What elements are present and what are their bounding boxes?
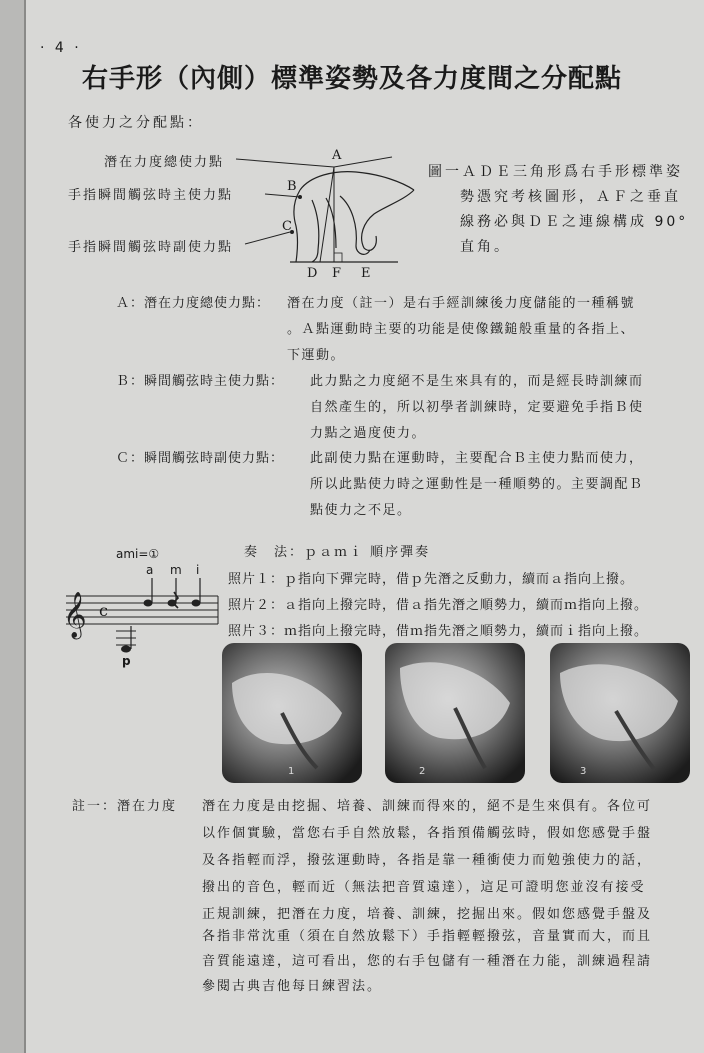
section-subtitle: 各使力之分配點：	[68, 115, 204, 131]
footnote-line: 潛在力度是由挖掘、培養、訓練而得來的，絕不是生來俱有。各位可	[202, 799, 653, 814]
diagram-letter-a: A	[332, 148, 342, 163]
point-c-label: Ｃ：瞬間觸弦時副使力點：	[116, 451, 285, 466]
footnote-line: 以作個實驗，當您右手自然放鬆，各指預備觸弦時，假如您感覺手盤	[202, 826, 653, 841]
footnote-line: 撥出的音色，輕而近（無法把音質遠達），這足可證明您並沒有接受	[202, 880, 646, 895]
footnote-line: 及各指輕而浮，撥弦運動時，各指是靠一種衝使力而勉強使力的話，	[202, 853, 653, 868]
page-title: 右手形（內側）標準姿勢及各力度間之分配點	[81, 64, 622, 94]
photo-description: 照片１：ｐ指向下彈完時，借ｐ先潛之反動力，續而ａ指向上撥。	[228, 572, 635, 587]
hand-photo-3	[550, 643, 690, 783]
figure-caption-line: 圖一ＡＤＥ三角形爲右手形標準姿	[428, 164, 683, 180]
footnote-label: 註一：潛在力度	[72, 799, 178, 814]
finger-label-i: i	[196, 563, 200, 577]
point-a-text: 潛在力度（註一）是右手經訓練後力度儲能的一種稱號	[287, 296, 636, 311]
footnote-line: 音質能遠達，這可看出，您的右手包儲有一種潛在力能，訓練過程請	[202, 954, 653, 969]
point-c-text: 所以此點使力時之運動性是一種順勢的。主要調配Ｂ	[310, 477, 644, 492]
point-b-label: Ｂ：瞬間觸弦時主使力點：	[116, 374, 285, 389]
time-signature: c	[99, 601, 108, 620]
diagram-label-b: 手指瞬間觸弦時主使力點	[68, 188, 234, 203]
playing-method: 奏 法：ｐａｍｉ 順序彈奏	[244, 545, 431, 560]
finger-label-m: m	[170, 563, 182, 577]
point-b-text: 力點之過度使力。	[310, 426, 427, 441]
fingering-label: ami=①	[116, 547, 160, 561]
diagram-letter-d: D	[307, 266, 318, 281]
diagram-label-a: 潛在力度總使力點	[104, 155, 225, 170]
point-b-text: 此力點之力度絕不是生來具有的，而是經長時訓練而	[310, 374, 644, 389]
figure-caption-line: 勢憑究考核圖形，ＡＦ之垂直	[460, 189, 681, 205]
hand-photo-1	[222, 643, 362, 783]
footnote-line: 正規訓練，把潛在力度，培養、訓練，挖掘出來。假如您感覺手盤及	[202, 907, 653, 922]
photo-number: 3	[580, 766, 587, 777]
diagram-letter-e: E	[361, 266, 371, 281]
point-c-text: 點使力之不足。	[310, 503, 412, 518]
finger-label-a: a	[146, 563, 154, 577]
diagram-letter-b: B	[287, 179, 297, 194]
figure-caption-line: 線務必與ＤＥ之連線構成 90°	[460, 214, 689, 230]
photo-number: 2	[419, 766, 426, 777]
footnote-line: 各指非常沈重（須在自然放鬆下）手指輕輕撥弦，音量實而大，而且	[202, 929, 653, 944]
hand-photo-2	[385, 643, 525, 783]
point-c-text: 此副使力點在運動時，主要配合Ｂ主使力點而使力，	[310, 451, 644, 466]
figure-caption-line: 直角。	[460, 239, 511, 255]
page-number: · 4 ·	[40, 40, 82, 56]
photo-description: 照片２：ａ指向上撥完時，借ａ指先潛之順勢力，續而ｍ指向上撥。	[228, 598, 649, 613]
finger-label-p: p	[122, 654, 131, 668]
point-a-text: 下運動。	[287, 348, 346, 363]
point-b-text: 自然產生的，所以初學者訓練時，定要避免手指Ｂ使	[310, 400, 644, 415]
diagram-letter-c: C	[282, 219, 292, 234]
footnote-line: 參閱古典吉他每日練習法。	[202, 979, 383, 994]
photo-description: 照片３：ｍ指向上撥完時，借ｍ指先潛之順勢力，續而ｉ指向上撥。	[228, 624, 649, 639]
photo-number: 1	[288, 766, 295, 777]
diagram-label-c: 手指瞬間觸弦時副使力點	[68, 240, 234, 255]
point-a-text: 。Ａ點運動時主要的功能是使像鐵鎚般重量的各指上、	[287, 322, 636, 337]
diagram-letter-f: F	[332, 266, 342, 281]
point-a-label: Ａ：潛在力度總使力點：	[116, 296, 271, 311]
treble-clef-icon: 𝄞	[63, 592, 87, 638]
